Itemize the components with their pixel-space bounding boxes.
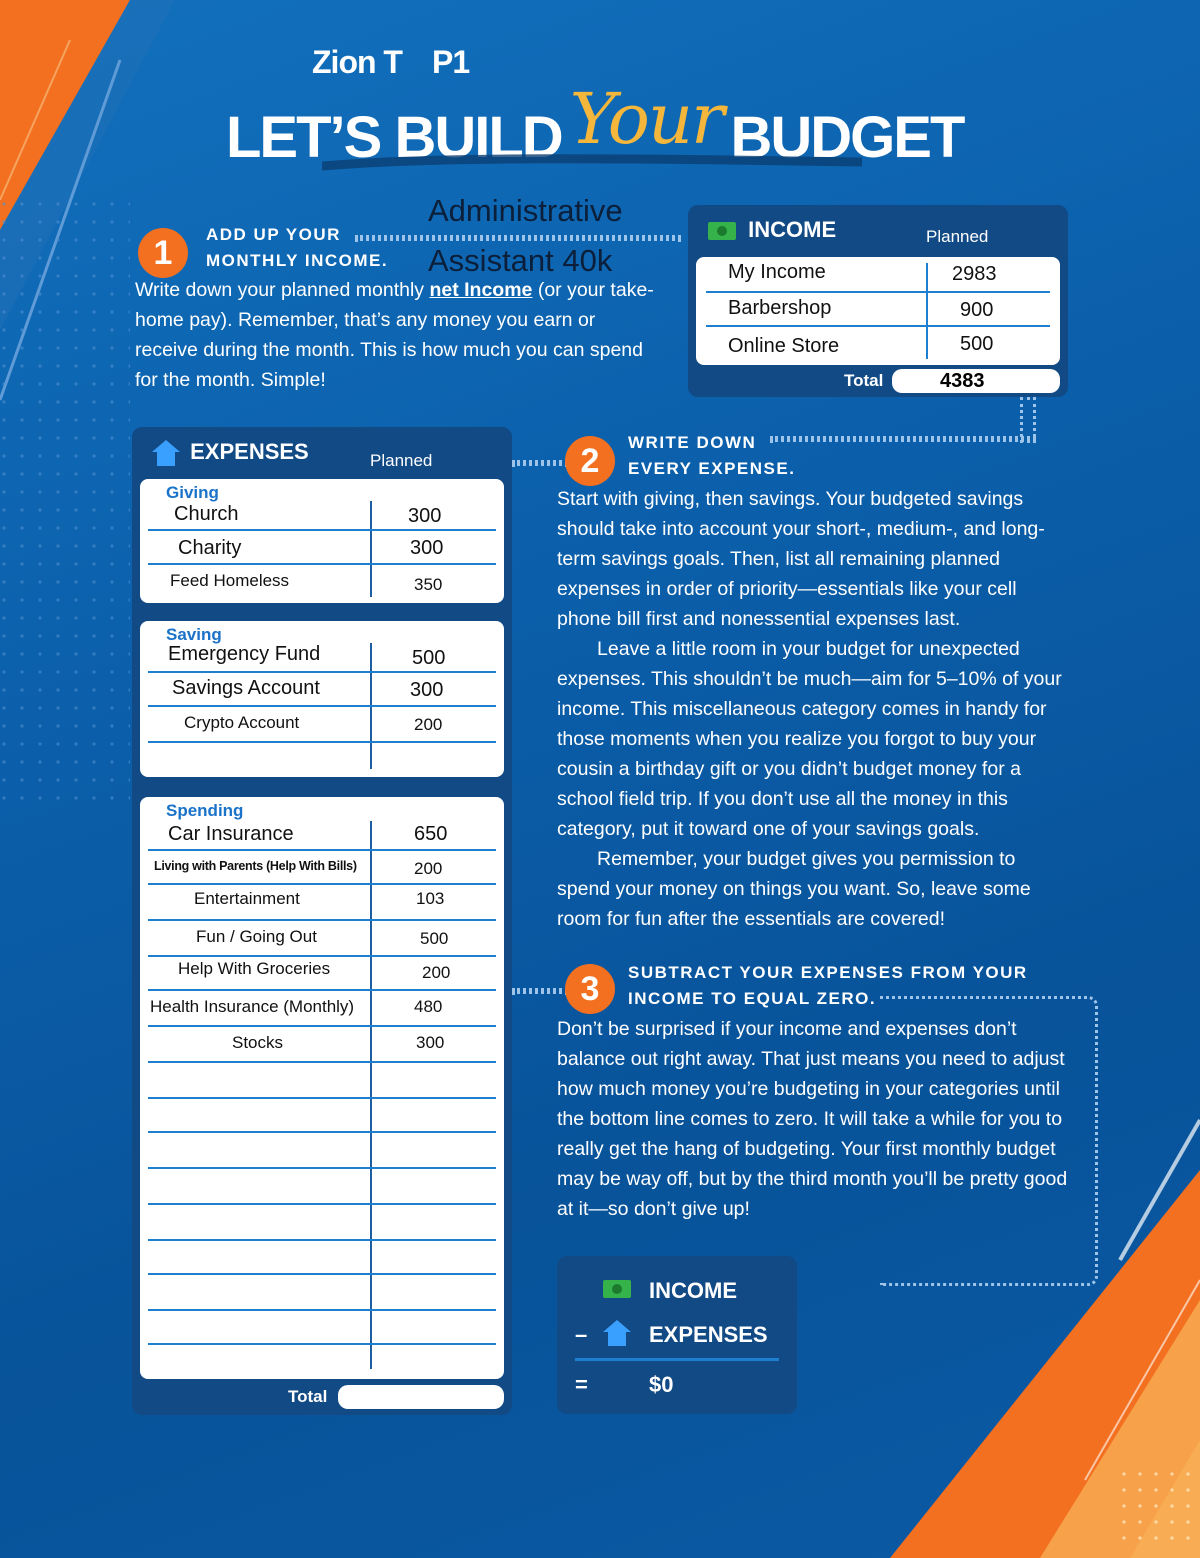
expense-row-label[interactable]: Emergency Fund <box>168 643 321 665</box>
equals-sign: = <box>575 1372 588 1397</box>
saving-label: Saving <box>166 625 222 644</box>
title-your: Your <box>569 78 723 160</box>
expense-row-value[interactable]: 200 <box>414 715 443 734</box>
step-2-paragraph-3: Remember, your budget gives you permission to spend your money on things you want. So, leave some room for fun after the essentials are covered! <box>557 848 1031 930</box>
expenses-title-text: EXPENSES <box>190 439 309 464</box>
row-divider <box>148 1203 496 1205</box>
income-row-label[interactable]: Online Store <box>728 335 840 357</box>
expenses-panel <box>132 427 512 1415</box>
column-divider <box>370 821 372 1369</box>
row-divider <box>148 955 496 957</box>
saving-card <box>140 621 504 777</box>
step-1-text-before: Write down your planned monthly <box>135 279 430 301</box>
expense-row-label[interactable]: Help With Groceries <box>178 959 331 978</box>
expense-row-value[interactable]: 500 <box>420 929 449 948</box>
expenses-planned-label: Planned <box>370 451 433 470</box>
student-name: Zion T <box>312 44 402 80</box>
expenses-total-label: Total <box>288 1387 328 1406</box>
expense-row-value[interactable]: 300 <box>410 679 444 701</box>
income-row-divider <box>706 325 1050 327</box>
income-table <box>696 257 1060 365</box>
dotted-connector-2b <box>770 436 1036 442</box>
expense-row-label[interactable]: Entertainment <box>194 889 300 908</box>
job-line-1: Administrative <box>428 193 623 228</box>
equation-result: $0 <box>649 1372 674 1397</box>
row-divider <box>148 741 496 743</box>
expense-row-label[interactable]: Health Insurance (Monthly) <box>150 997 355 1016</box>
row-divider <box>148 1273 496 1275</box>
column-divider <box>370 501 372 597</box>
equation-expenses-icon <box>603 1320 631 1346</box>
step-2-heading-line-2: EVERY EXPENSE. <box>628 459 796 478</box>
spending-card <box>140 797 504 1379</box>
expense-row-label[interactable]: Living with Parents (Help With Bills) <box>154 859 357 873</box>
step-1-heading <box>206 222 388 274</box>
house-icon <box>603 1320 631 1346</box>
decorative-dot-pattern-2 <box>1120 1470 1190 1550</box>
equation-income-row <box>603 1280 631 1298</box>
expense-row-value[interactable]: 200 <box>414 859 443 878</box>
money-icon <box>603 1280 631 1298</box>
row-divider <box>148 529 496 531</box>
spending-label: Spending <box>166 801 244 820</box>
row-divider <box>148 1239 496 1241</box>
expense-row-label[interactable]: Savings Account <box>172 677 320 699</box>
row-divider <box>148 849 496 851</box>
job-line-2: Assistant 40k <box>428 243 613 278</box>
step-2-heading <box>628 430 795 482</box>
income-panel-title <box>708 217 836 243</box>
income-row-value[interactable]: 500 <box>960 333 994 355</box>
expenses-total-field[interactable] <box>338 1385 504 1409</box>
income-row-value[interactable]: 2983 <box>952 263 997 285</box>
expense-row-label[interactable]: Charity <box>178 537 242 559</box>
expense-row-label[interactable]: Church <box>174 503 239 525</box>
expense-row-value[interactable]: 103 <box>416 889 445 908</box>
step-3-text: Don’t be surprised if your income and expenses don’t balance out right away. That just means you need to adjust how much money you’re budgeting in your categories until the bottom line comes to zero. It will take a while for you to really get the hang of budgeting. Your first monthly budget may be way off, but by the third month you’ll be pretty good at it—so don’t give up! <box>557 1018 1068 1220</box>
expenses-panel-title <box>152 439 309 466</box>
expense-row-label[interactable]: Car Insurance <box>168 823 294 845</box>
step-1-heading-line-2: MONTHLY INCOME. <box>206 251 389 270</box>
dotted-connector-1 <box>355 235 681 241</box>
expense-row-label[interactable]: Stocks <box>232 1033 284 1052</box>
decorative-dot-pattern <box>0 200 130 800</box>
row-divider <box>148 1131 496 1133</box>
expense-row-value[interactable]: 200 <box>422 963 451 982</box>
giving-label: Giving <box>166 483 219 502</box>
step-2-badge: 2 <box>565 436 615 486</box>
income-row-label[interactable]: My Income <box>728 261 826 283</box>
income-total-value: 4383 <box>940 370 985 392</box>
row-divider <box>148 671 496 673</box>
step-1-badge: 1 <box>138 228 188 278</box>
income-total-field[interactable] <box>892 369 1060 393</box>
row-divider <box>148 883 496 885</box>
equation-panel <box>557 1256 797 1414</box>
income-total-label: Total <box>844 371 884 390</box>
equation-expenses-label: EXPENSES <box>649 1322 768 1347</box>
expense-row-value[interactable]: 300 <box>408 505 442 527</box>
title-part-1: LET’S BUILD <box>226 105 562 170</box>
step-3-badge: 3 <box>565 964 615 1014</box>
title-brush-stroke <box>322 152 862 174</box>
step-1-text-after: (or your take-home pay). Remember, that’s any money you earn or receive during the month. This is how much you can spend for the month. Simple! <box>135 279 654 391</box>
step-2-heading-line-1: WRITE DOWN <box>628 433 757 452</box>
row-divider <box>148 1167 496 1169</box>
giving-card <box>140 479 504 603</box>
equation-divider <box>575 1358 779 1361</box>
row-divider <box>148 1025 496 1027</box>
expense-row-value[interactable]: 300 <box>416 1033 445 1052</box>
house-icon <box>152 440 180 466</box>
expense-row-label[interactable]: Crypto Account <box>184 713 300 732</box>
income-column-divider <box>926 263 928 359</box>
step-1-heading-line-1: ADD UP YOUR <box>206 225 341 244</box>
expense-row-value[interactable]: 650 <box>414 823 448 845</box>
step-2-paragraph-1: Start with giving, then savings. Your budgeted savings should take into account your short-, medium-, and long-term savings goals. Then, list all remaining planned expenses in order of priority—essentials like your cell phone bill first and nonessential expenses last. <box>557 488 1045 630</box>
expense-row-value[interactable]: 480 <box>414 997 443 1016</box>
dotted-connector-4 <box>512 988 568 994</box>
step-2-text <box>557 484 1072 934</box>
expense-row-value[interactable]: 350 <box>414 575 443 594</box>
row-divider <box>148 563 496 565</box>
income-row-divider <box>706 291 1050 293</box>
title-part-2: BUDGET <box>730 105 964 170</box>
row-divider <box>148 1309 496 1311</box>
net-income-term: net Income <box>429 279 533 301</box>
row-divider <box>148 1097 496 1099</box>
money-icon <box>708 222 736 240</box>
income-row-label[interactable]: Barbershop <box>728 297 832 319</box>
minus-sign: – <box>575 1322 588 1347</box>
row-divider <box>148 705 496 707</box>
step-3-heading-line-2: INCOME TO EQUAL ZERO. <box>628 989 877 1008</box>
step-2-paragraph-2: Leave a little room in your budget for unexpected expenses. This shouldn’t be much—aim for 5–10% of your income. This miscellaneous category comes in handy for those moments when you realize you forgot to buy your cousin a birthday gift or you didn’t budget money for a school field trip. If you don’t use all the money in this category, put it toward one of your savings goals. <box>557 638 1062 840</box>
equation-income-label: INCOME <box>649 1278 737 1303</box>
income-planned-label: Planned <box>926 227 989 246</box>
income-row-value[interactable]: 900 <box>960 299 994 321</box>
row-divider <box>148 1343 496 1345</box>
expense-row-value[interactable]: 300 <box>410 537 444 559</box>
step-3-heading-line-1: SUBTRACT YOUR EXPENSES FROM YOUR <box>628 963 1028 982</box>
dotted-connector-3 <box>512 460 568 466</box>
income-panel <box>688 205 1068 397</box>
expense-row-label[interactable]: Feed Homeless <box>170 571 290 590</box>
row-divider <box>148 919 496 921</box>
row-divider <box>148 989 496 991</box>
income-title-text: INCOME <box>748 217 837 242</box>
row-divider <box>148 1061 496 1063</box>
class-period: P1 <box>431 44 470 80</box>
expense-row-value[interactable]: 500 <box>412 647 446 669</box>
expense-row-label[interactable]: Fun / Going Out <box>196 927 317 946</box>
student-name-line <box>312 44 469 81</box>
step-1-text <box>135 275 655 395</box>
